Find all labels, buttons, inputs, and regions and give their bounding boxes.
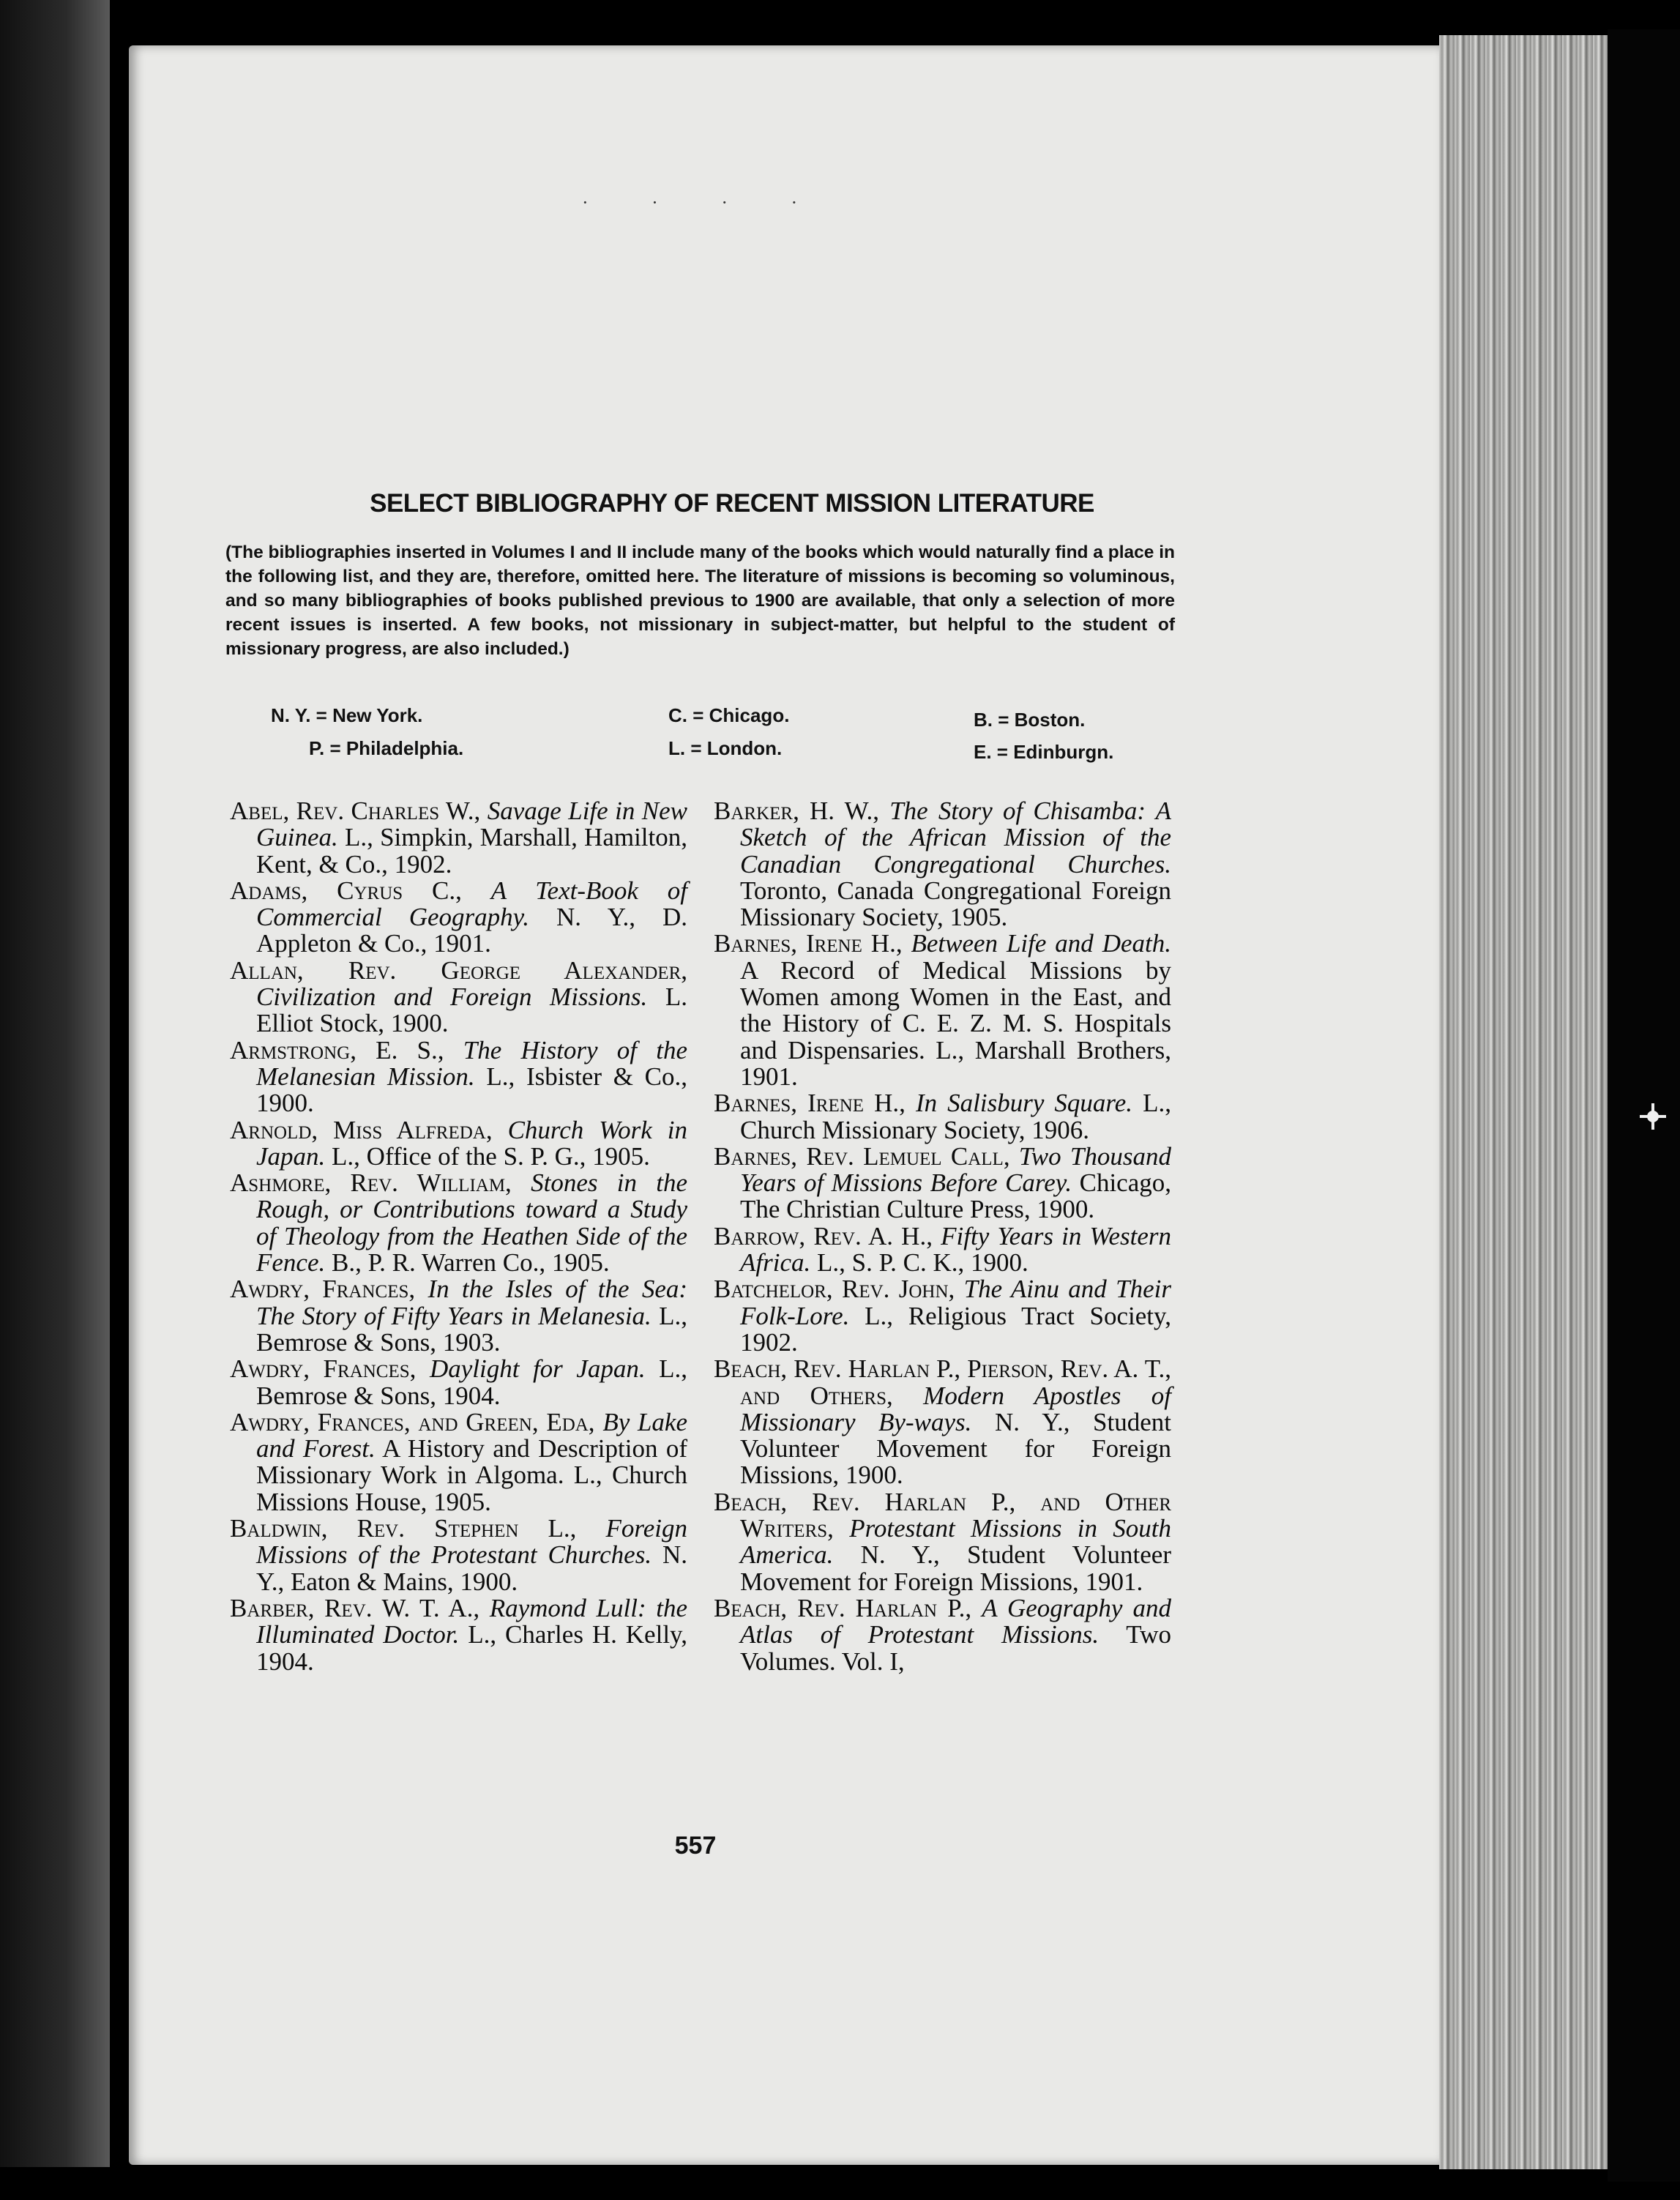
entry-publication: L., Religious Tract Society, 1902. (740, 1301, 1172, 1357)
bibliography-entry (230, 798, 687, 878)
entry-author: Beach, Rev. Harlan P., Pierson, Rev. A. T., and Others, (714, 1354, 1171, 1410)
bibliography-entry (230, 1515, 687, 1595)
bibliography-entry (714, 798, 1171, 931)
entry-work-title: In Salisbury Square. (915, 1089, 1133, 1118)
entry-publication: Chicago, The Christian Culture Press, 1900. (740, 1168, 1171, 1224)
entry-author: Barrow, Rev. A. H., (714, 1221, 933, 1250)
entry-work-title: Civilization and Foreign Missions. (256, 982, 648, 1012)
entry-work-title: Foreign Missions of the Protestant Churches. (256, 1514, 687, 1570)
bibliography-entry (714, 931, 1171, 1090)
entry-publication: L., Charles H. Kelly, 1904. (256, 1620, 688, 1676)
entry-author: Awdry, Frances, (230, 1354, 417, 1384)
abbreviation-chicago: C. = Chicago. (668, 704, 790, 726)
entry-publication: L., Bemrose & Sons, 1904. (256, 1354, 688, 1410)
entry-publication: N. Y., Student Volunteer Movement for Foreign Missions, 1900. (740, 1407, 1171, 1490)
bibliography-entry (230, 1117, 687, 1171)
entry-author: Adams, Cyrus C., (230, 876, 462, 905)
entry-author: Awdry, Frances, (230, 1275, 416, 1304)
entry-work-title: A Text-Book of Commercial Geography. (256, 876, 687, 932)
entry-work-title: Daylight for Japan. (429, 1354, 646, 1384)
entry-work-title: Between Life and Death. (911, 929, 1171, 958)
bibliography-entry (714, 1356, 1171, 1488)
entry-publication: B., P. R. Warren Co., 1905. (331, 1248, 610, 1278)
entry-work-title: Modern Apostles of Missionary By-ways. (740, 1381, 1171, 1436)
bibliography-entry (714, 1276, 1171, 1356)
entry-author: Beach, Rev. Harlan P., (714, 1593, 972, 1622)
bibliography-entry (230, 1595, 687, 1675)
entry-author: Arnold, Miss Alfreda, (230, 1115, 493, 1144)
abbreviation-london: L. = London. (668, 737, 783, 759)
entry-publication: Toronto, Canada Congregational Foreign Missionary Society, 1905. (740, 876, 1171, 932)
bibliography-entry (714, 1595, 1171, 1675)
entry-publication: L., Simpkin, Marshall, Hamilton, Kent, & Co., 1902. (256, 823, 687, 879)
bibliography-column-right (714, 798, 1171, 1675)
bibliography-entry (714, 1090, 1171, 1144)
bibliography-entry (230, 1037, 687, 1117)
entry-publication: L., Office of the S. P. G., 1905. (332, 1141, 650, 1171)
entry-author: Barker, H. W., (714, 797, 879, 825)
entry-work-title: Two Thousand Years of Missions Before Carey. (740, 1141, 1171, 1198)
entry-author: Barnes, Irene H., (714, 1089, 906, 1118)
entry-publication: N. Y., D. Appleton & Co., 1901. (256, 903, 687, 958)
entry-author: Baldwin, Rev. Stephen L., (230, 1514, 577, 1543)
bibliography-entry (230, 1170, 687, 1276)
bibliography-column-left (230, 798, 687, 1675)
entry-work-title: In the Isles of the Sea: The Story of Fifty Years in Melanesia. (256, 1275, 688, 1330)
entry-author: Armstrong, E. S., (230, 1035, 444, 1064)
margin-mark-icon (1647, 1111, 1659, 1122)
entry-publication: L., Bemrose & Sons, 1903. (256, 1301, 687, 1357)
bibliography-entry (714, 1223, 1171, 1277)
bibliography-entry (230, 955, 688, 1038)
abbreviation-edinburgh: E. = Edinburgn. (974, 741, 1114, 763)
abbreviation-boston: B. = Boston. (974, 709, 1086, 731)
entry-author: Barber, Rev. W. T. A., (230, 1593, 480, 1622)
abbreviation-ny: N. Y. = New York. (271, 704, 423, 726)
abbreviation-philadelphia: P. = Philadelphia. (309, 737, 464, 759)
entry-author: Ashmore, Rev. William, (230, 1168, 512, 1198)
entry-author: Barnes, Irene H., (714, 929, 903, 958)
entry-publication: L., Isbister & Co., 1900. (256, 1062, 688, 1118)
bibliography-entry (714, 1141, 1171, 1224)
entry-publication: A Record of Medical Missions by Women among Women in the East, and the History of C. E. Z. M. S. Hospitals and Dispensaries. L., Marshall Brothers, 1901. (740, 955, 1171, 1091)
entry-work-title: By Lake and Forest. (256, 1407, 688, 1463)
entry-work-title: A Geography and Atlas of Protestant Missions. (740, 1593, 1171, 1649)
bibliography-entry (714, 1489, 1171, 1595)
entry-work-title: Fifty Years in Western Africa. (740, 1221, 1171, 1278)
entry-author: Awdry, Frances, and Green, Eda, (230, 1407, 595, 1436)
entry-author: Abel, Rev. Charles W., (230, 797, 481, 825)
entry-publication: N. Y., Eaton & Mains, 1900. (256, 1540, 687, 1596)
bibliography-entry (230, 1356, 687, 1409)
paper-specks: · · · · (582, 192, 827, 213)
page-number: 557 (674, 1832, 717, 1860)
entry-author: Batchelor, Rev. John, (714, 1275, 955, 1304)
entry-work-title: Raymond Lull: the Illuminated Doctor. (256, 1593, 687, 1649)
entry-publication: L. Elliot Stock, 1900. (256, 982, 688, 1038)
entry-author: Barnes, Rev. Lemuel Call, (714, 1141, 1010, 1171)
entry-work-title: Savage Life in New Guinea. (256, 797, 688, 852)
entry-author: Beach, Rev. Harlan P., and Other Writers, (714, 1487, 1171, 1543)
scan-background (1608, 29, 1680, 2182)
entry-work-title: Protestant Missions in South America. (740, 1514, 1172, 1570)
adjacent-page-edge (0, 0, 110, 2167)
entry-work-title: The Ainu and Their Folk-Lore. (740, 1275, 1171, 1330)
entry-work-title: The Story of Chisamba: A Sketch of the African Mission of the Canadian Congregational Churches. (740, 797, 1171, 879)
entry-publication: Two Volumes. Vol. I, (740, 1620, 1171, 1676)
entry-work-title: Church Work in Japan. (256, 1115, 688, 1171)
entry-work-title: Stones in the Rough, or Contributions toward a Study of Theology from the Heathen Side of the Fence. (256, 1168, 687, 1278)
page-stack-edge (1439, 35, 1608, 2169)
page-title: SELECT BIBLIOGRAPHY OF RECENT MISSION LITERATURE (370, 489, 1094, 518)
bibliography-entry (230, 878, 687, 958)
entry-publication: L., Church Missionary Society, 1906. (740, 1089, 1171, 1144)
entry-author: Allan, Rev. George Alexander, (230, 955, 687, 985)
entry-publication: A History and Description of Missionary Work in Algoma. L., Church Missions House, 1905. (256, 1434, 687, 1516)
entry-work-title: The History of the Melanesian Mission. (256, 1035, 687, 1091)
intro-note: (The bibliographies inserted in Volumes I and II include many of the books which would naturally find a place in the following list, and they are, therefore, omitted here. The literature of missions is becoming so voluminous, and so many bibliographies of books published previous to 1900 are available, that only a selection of more recent issues is inserted. A few books, not missionary in subject-matter, but helpful to the student of missionary progress, are also included.) (225, 542, 1175, 659)
bibliography-entry (230, 1409, 687, 1515)
entry-publication: N. Y., Student Volunteer Movement for Foreign Missions, 1901. (740, 1540, 1171, 1596)
entry-publication: L., S. P. C. K., 1900. (816, 1248, 1028, 1278)
bibliography-entry (230, 1276, 687, 1356)
